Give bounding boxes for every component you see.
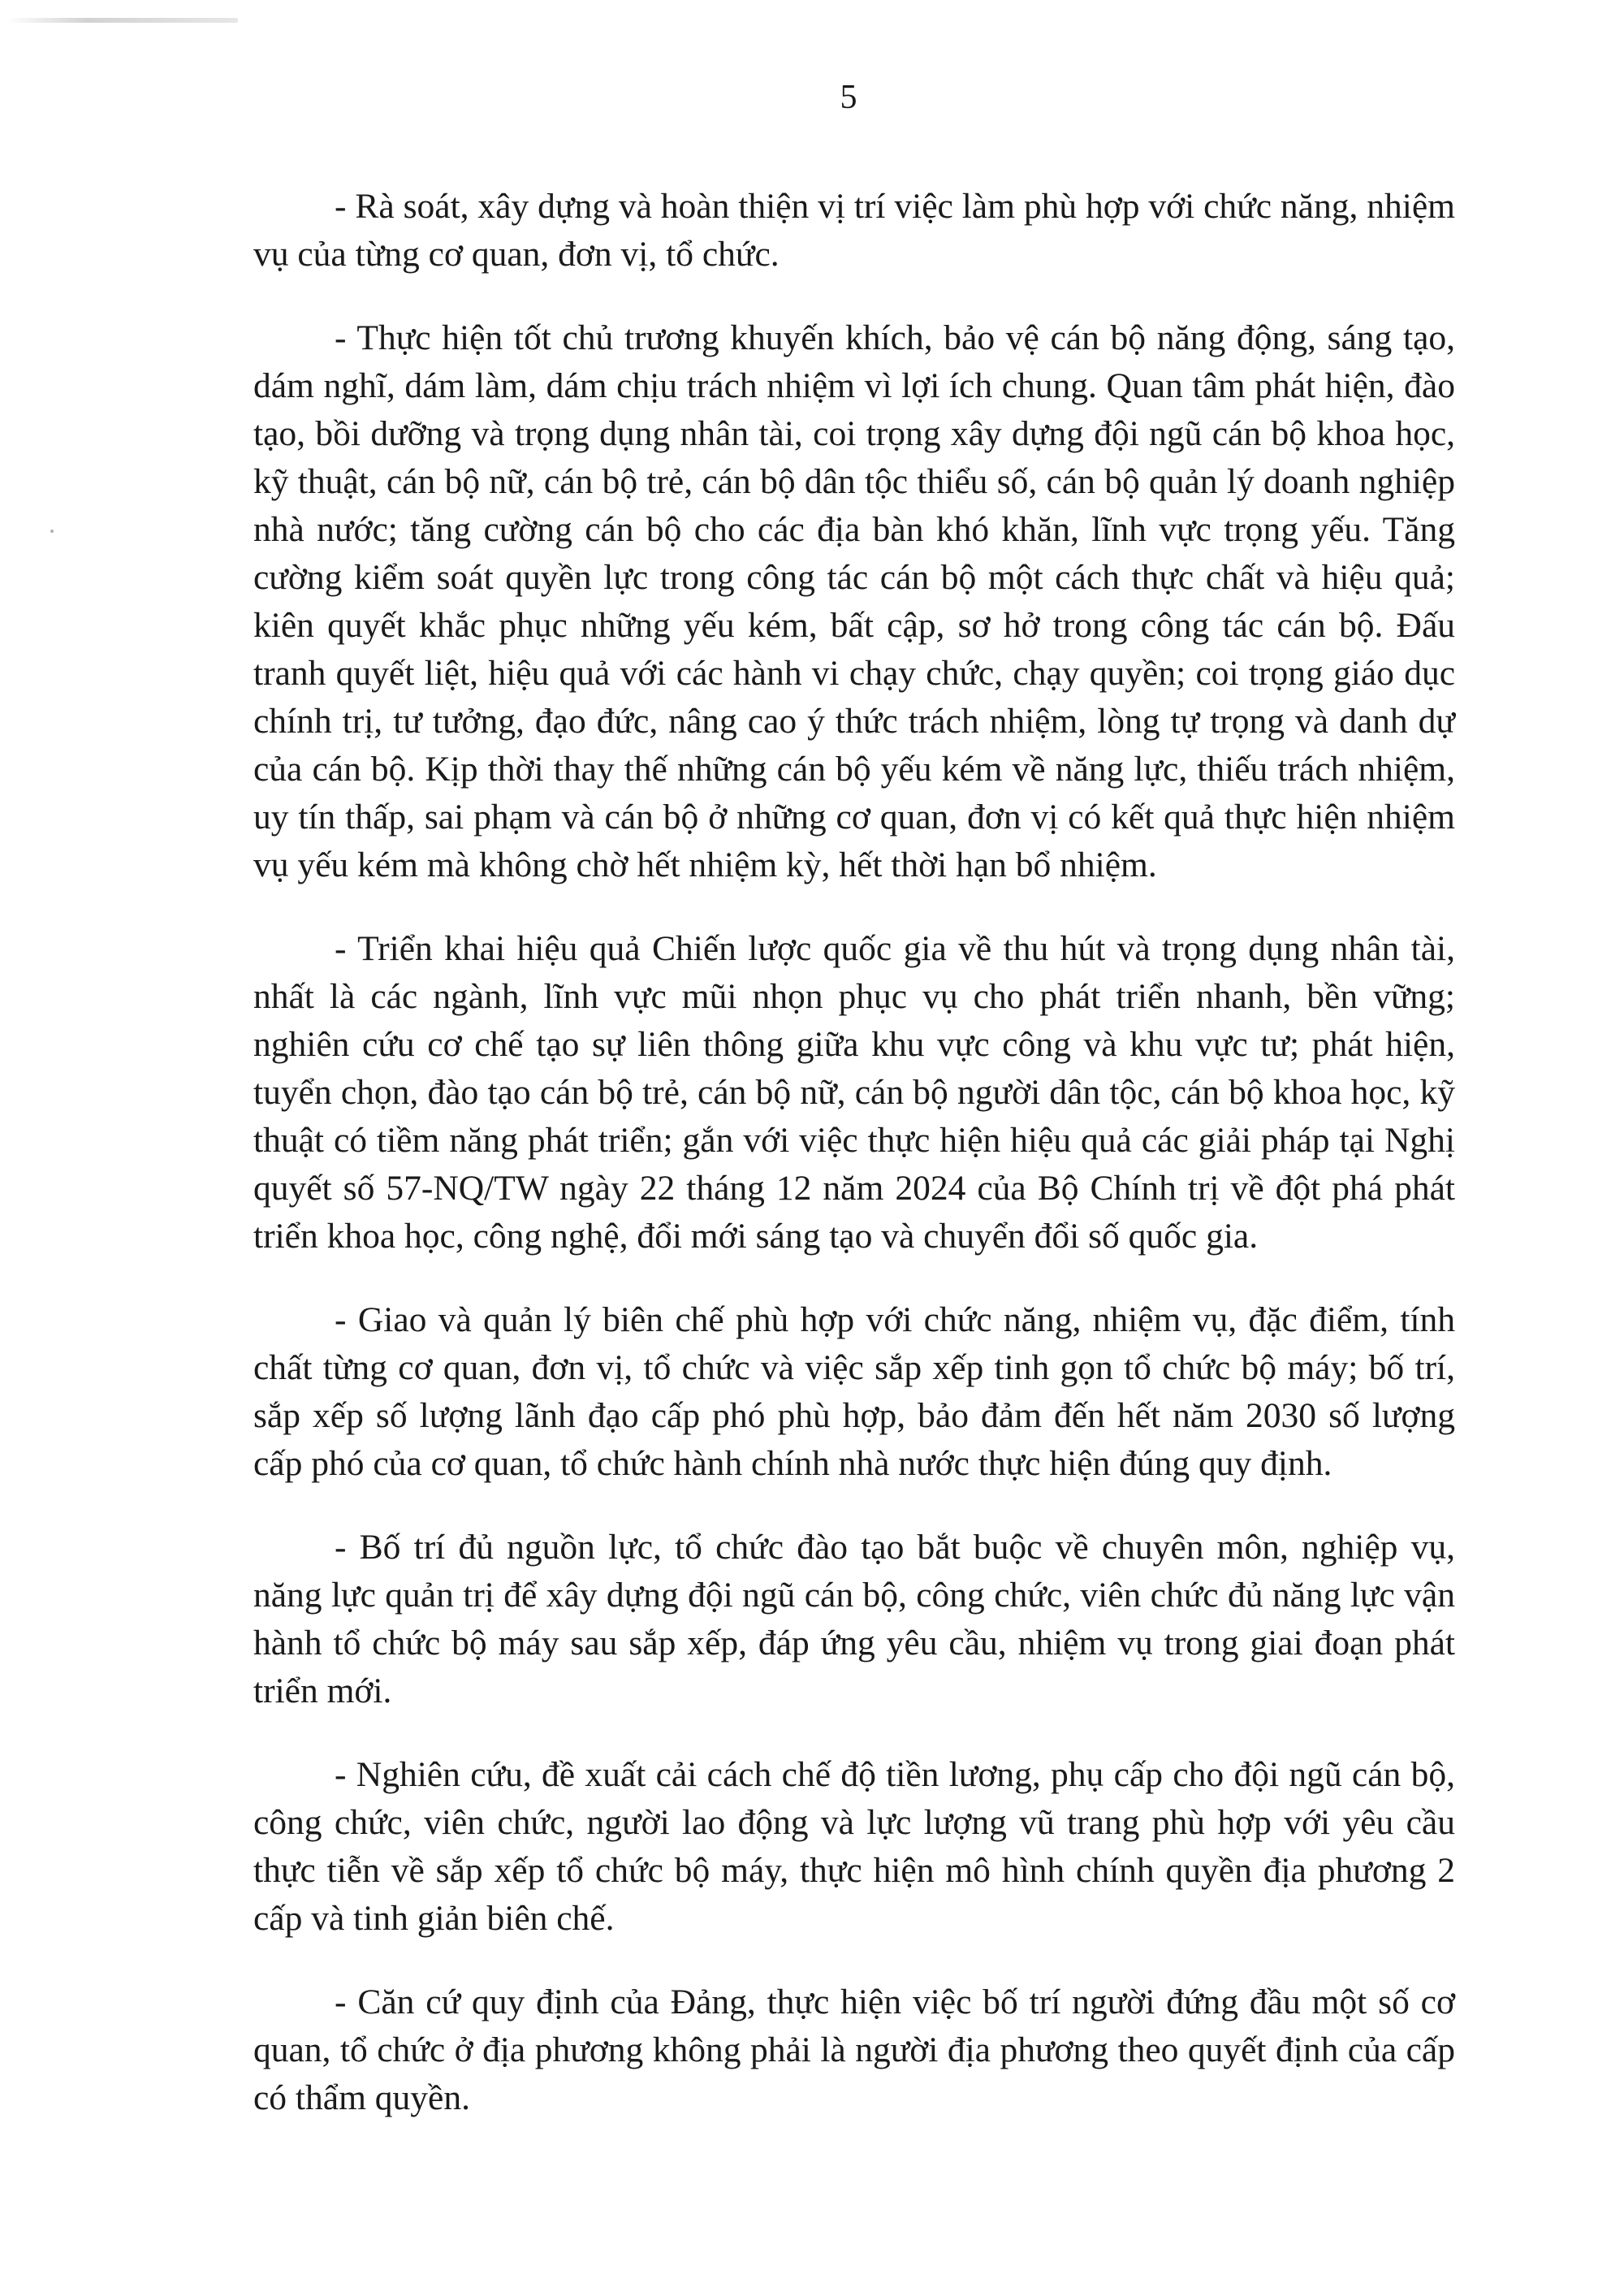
page-number: 5 bbox=[840, 79, 857, 116]
document-body bbox=[253, 183, 1455, 2158]
paragraph: - Căn cứ quy định của Đảng, thực hiện việc bố trí người đứng đầu một số cơ quan, tổ chức ở địa phương không phải là người địa phương theo quyết định của cấp có thẩm quyền. bbox=[253, 1983, 1455, 2117]
scan-artifact bbox=[6, 18, 238, 23]
paragraph: - Nghiên cứu, đề xuất cải cách chế độ tiền lương, phụ cấp cho đội ngũ cán bộ, công chức, viên chức, người lao động và lực lượng vũ trang phù hợp với yêu cầu thực tiễn về sắp xếp tổ chức bộ máy, thực hiện mô hình chính quyền địa phương 2 cấp và tinh giản biên chế. bbox=[253, 1755, 1455, 1938]
paragraph: - Rà soát, xây dựng và hoàn thiện vị trí việc làm phù hợp với chức năng, nhiệm vụ của từng cơ quan, đơn vị, tổ chức. bbox=[253, 187, 1455, 274]
paragraph: - Bố trí đủ nguồn lực, tổ chức đào tạo bắt buộc về chuyên môn, nghiệp vụ, năng lực quản trị để xây dựng đội ngũ cán bộ, công chức, viên chức đủ năng lực vận hành tổ chức bộ máy sau sắp xếp, đáp ứng yêu cầu, nhiệm vụ trong giai đoạn phát triển mới. bbox=[253, 1528, 1455, 1710]
paragraph: - Triển khai hiệu quả Chiến lược quốc gia về thu hút và trọng dụng nhân tài, nhất là các ngành, lĩnh vực mũi nhọn phục vụ cho phát triển nhanh, bền vững; nghiên cứu cơ chế tạo sự liên thông giữa khu vực công và khu vực tư; phát hiện, tuyển chọn, đào tạo cán bộ trẻ, cán bộ nữ, cán bộ người dân tộc, cán bộ khoa học, kỹ thuật có tiềm năng phát triển; gắn với việc thực hiện hiệu quả các giải pháp tại Nghị quyết số 57-NQ/TW ngày 22 tháng 12 năm 2024 của Bộ Chính trị về đột phá phát triển khoa học, công nghệ, đổi mới sáng tạo và chuyển đổi số quốc gia. bbox=[253, 929, 1455, 1256]
paragraph: - Thực hiện tốt chủ trương khuyến khích, bảo vệ cán bộ năng động, sáng tạo, dám nghĩ, dám làm, dám chịu trách nhiệm vì lợi ích chung. Quan tâm phát hiện, đào tạo, bồi dưỡng và trọng dụng nhân tài, coi trọng xây dựng đội ngũ cán bộ khoa học, kỹ thuật, cán bộ nữ, cán bộ trẻ, cán bộ dân tộc thiểu số, cán bộ quản lý doanh nghiệp nhà nước; tăng cường cán bộ cho các địa bàn khó khăn, lĩnh vực trọng yếu. Tăng cường kiểm soát quyền lực trong công tác cán bộ một cách thực chất và hiệu quả; kiên quyết khắc phục những yếu kém, bất cập, sơ hở trong công tác cán bộ. Đấu tranh quyết liệt, hiệu quả với các hành vi chạy chức, chạy quyền; coi trọng giáo dục chính trị, tư tưởng, đạo đức, nâng cao ý thức trách nhiệm, lòng tự trọng và danh dự của cán bộ. Kịp thời thay thế những cán bộ yếu kém về năng lực, thiếu trách nhiệm, uy tín thấp, sai phạm và cán bộ ở những cơ quan, đơn vị có kết quả thực hiện nhiệm vụ yếu kém mà không chờ hết nhiệm kỳ, hết thời hạn bổ nhiệm. bbox=[253, 318, 1455, 884]
scan-artifact bbox=[50, 530, 54, 533]
paragraph: - Giao và quản lý biên chế phù hợp với chức năng, nhiệm vụ, đặc điểm, tính chất từng cơ quan, đơn vị, tổ chức và việc sắp xếp tinh gọn tổ chức bộ máy; bố trí, sắp xếp số lượng lãnh đạo cấp phó phù hợp, bảo đảm đến hết năm 2030 số lượng cấp phó của cơ quan, tổ chức hành chính nhà nước thực hiện đúng quy định. bbox=[253, 1300, 1455, 1483]
